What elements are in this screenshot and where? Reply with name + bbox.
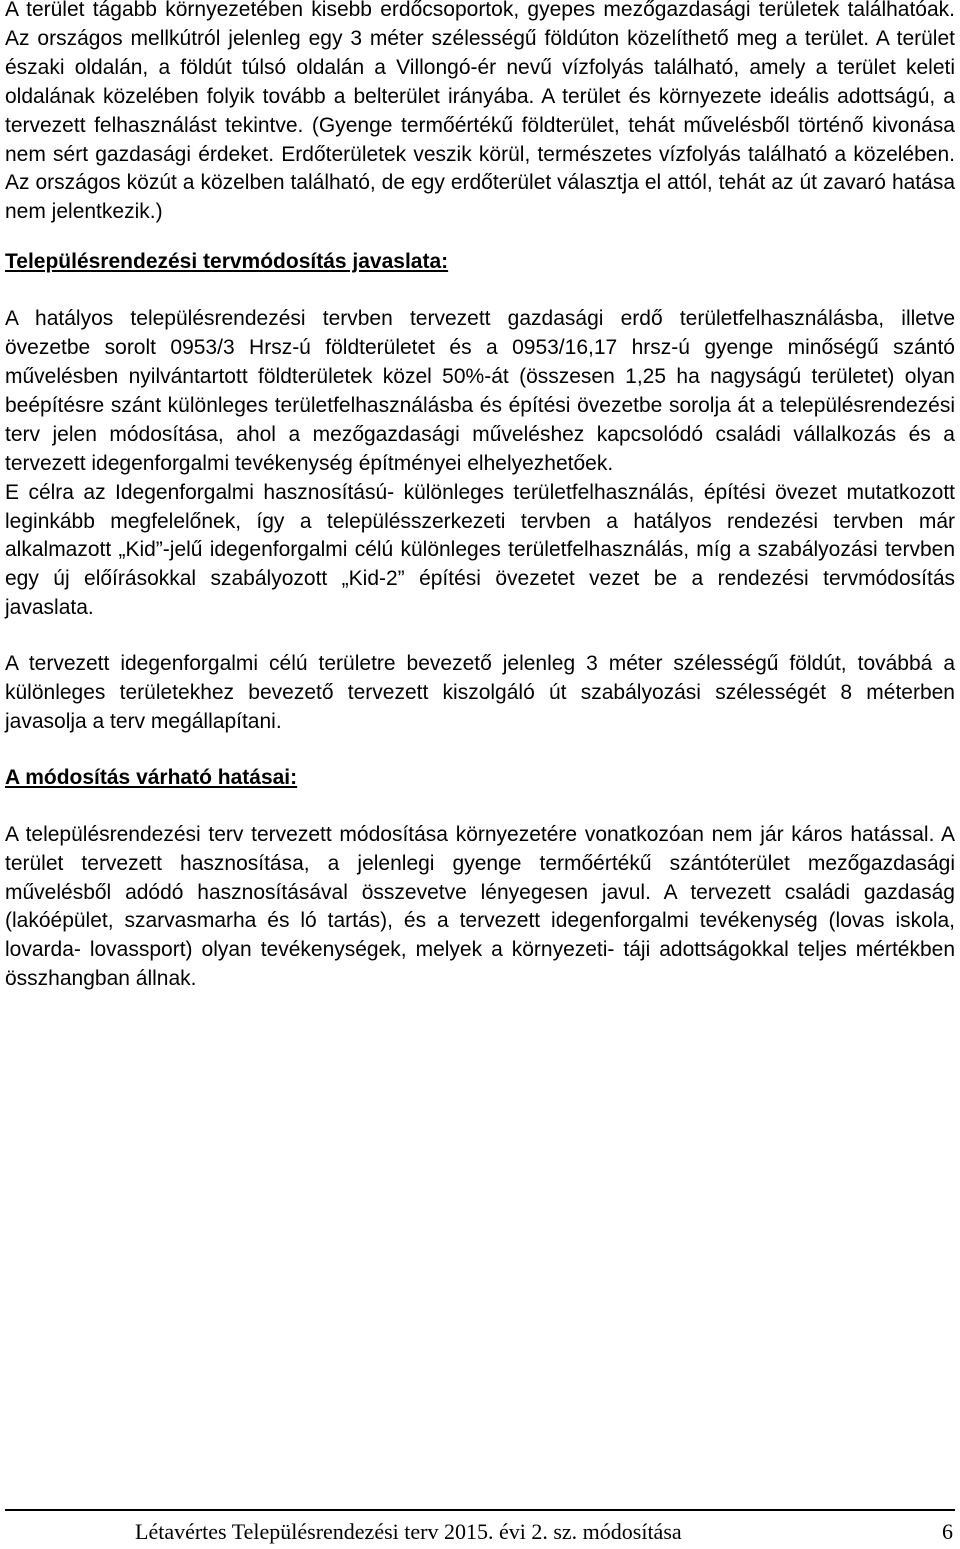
effects-heading: A módosítás várható hatásai: <box>5 765 298 789</box>
proposal-heading: Településrendezési tervmódosítás javaslata: <box>5 250 449 274</box>
effects-paragraph: A településrendezési terv tervezett módosítása környezetére vonatkozóan nem jár káros hatással. A terület tervezett hasznosítása, a jelenlegi gyenge termőértékű szántóterület mezőgazdasági művelésből adódó hasznosításával összevetve lényegesen javul. A tervezett családi gazdaság (lakóépület, szarvasmarha és ló tartás), és a tervezett idegenforgalmi tevékenység (lovas iskola, lovarda- lovassport) olyan tevékenységek, melyek a környezeti- táji adottságokkal teljes mértékben összhangban állnak. <box>5 822 955 991</box>
proposal-paragraph-2: E célra az Idegenforgalmi hasznosítású- különleges területfelhasználás, építési övezet mutatkozott leginkább megfelelőnek, így a településszerkezeti tervben a hatályos rendezési tervben már alkalmazott „Kid”-jelű idegenforgalmi célú különleges területfelhasználás, míg a szabályozási tervben egy új előírásokkal szabályozott „Kid-2” építési övezetet vezet be a rendezési tervmódosítás javaslata. <box>5 480 955 620</box>
proposal-paragraph-1: A hatályos településrendezési tervben tervezett gazdasági erdő területfelhasználásba, illetve övezetbe sorolt 0953/3 Hrsz-ú földterületet és a 0953/16,17 hrsz-ú gyenge minőségű szántó művelésben nyilvántartott földterületek közel 50%-át (összesen 1,25 ha nagyságú területet) olyan beépítésre szánt különleges területfelhasználásba és építési övezetbe sorolja át a településrendezési terv jelen módosítása, ahol a mezőgazdasági műveléshez kapcsolódó családi vállalkozás és a tervezett idegenforgalmi tevékenység építményei elhelyezhetőek. <box>5 307 955 475</box>
proposal-paragraph-3: A tervezett idegenforgalmi célú területre bevezető jelenleg 3 méter szélességű földút, továbbá a különleges területekhez bevezető tervezett kiszolgáló út szabályozási szélességét 8 méterben javasolja a terv megállapítani. <box>5 652 955 733</box>
page-number: 6 <box>942 1519 953 1544</box>
footer-title: Létavértes Településrendezési terv 2015. évi 2. sz. módosítása <box>135 1519 682 1544</box>
document-body <box>5 0 955 994</box>
intro-paragraph: A terület tágabb környezetében kisebb erdőcsoportok, gyepes mezőgazdasági területek találhatóak. Az országos mellkútról jelenleg egy 3 méter szélességű földúton közelíthető meg a terület. A terület északi oldalán, a földút túlsó oldalán a Villongó-ér nevű vízfolyás található, amely a terület keleti oldalának közelében folyik tovább a belterület irányába. A terület és környezete ideális adottságú, a tervezett felhasználást tekintve. (Gyenge termőértékű földterület, tehát művelésből történő kivonása nem sért gazdasági érdeket. Erdőterületek veszik körül, természetes vízfolyás található a közelében. Az országos közút a közelben található, de egy erdőterület választja el attól, tehát az út zavaró hatása nem jelentkezik.) <box>5 0 955 224</box>
footer-divider <box>5 1509 955 1511</box>
